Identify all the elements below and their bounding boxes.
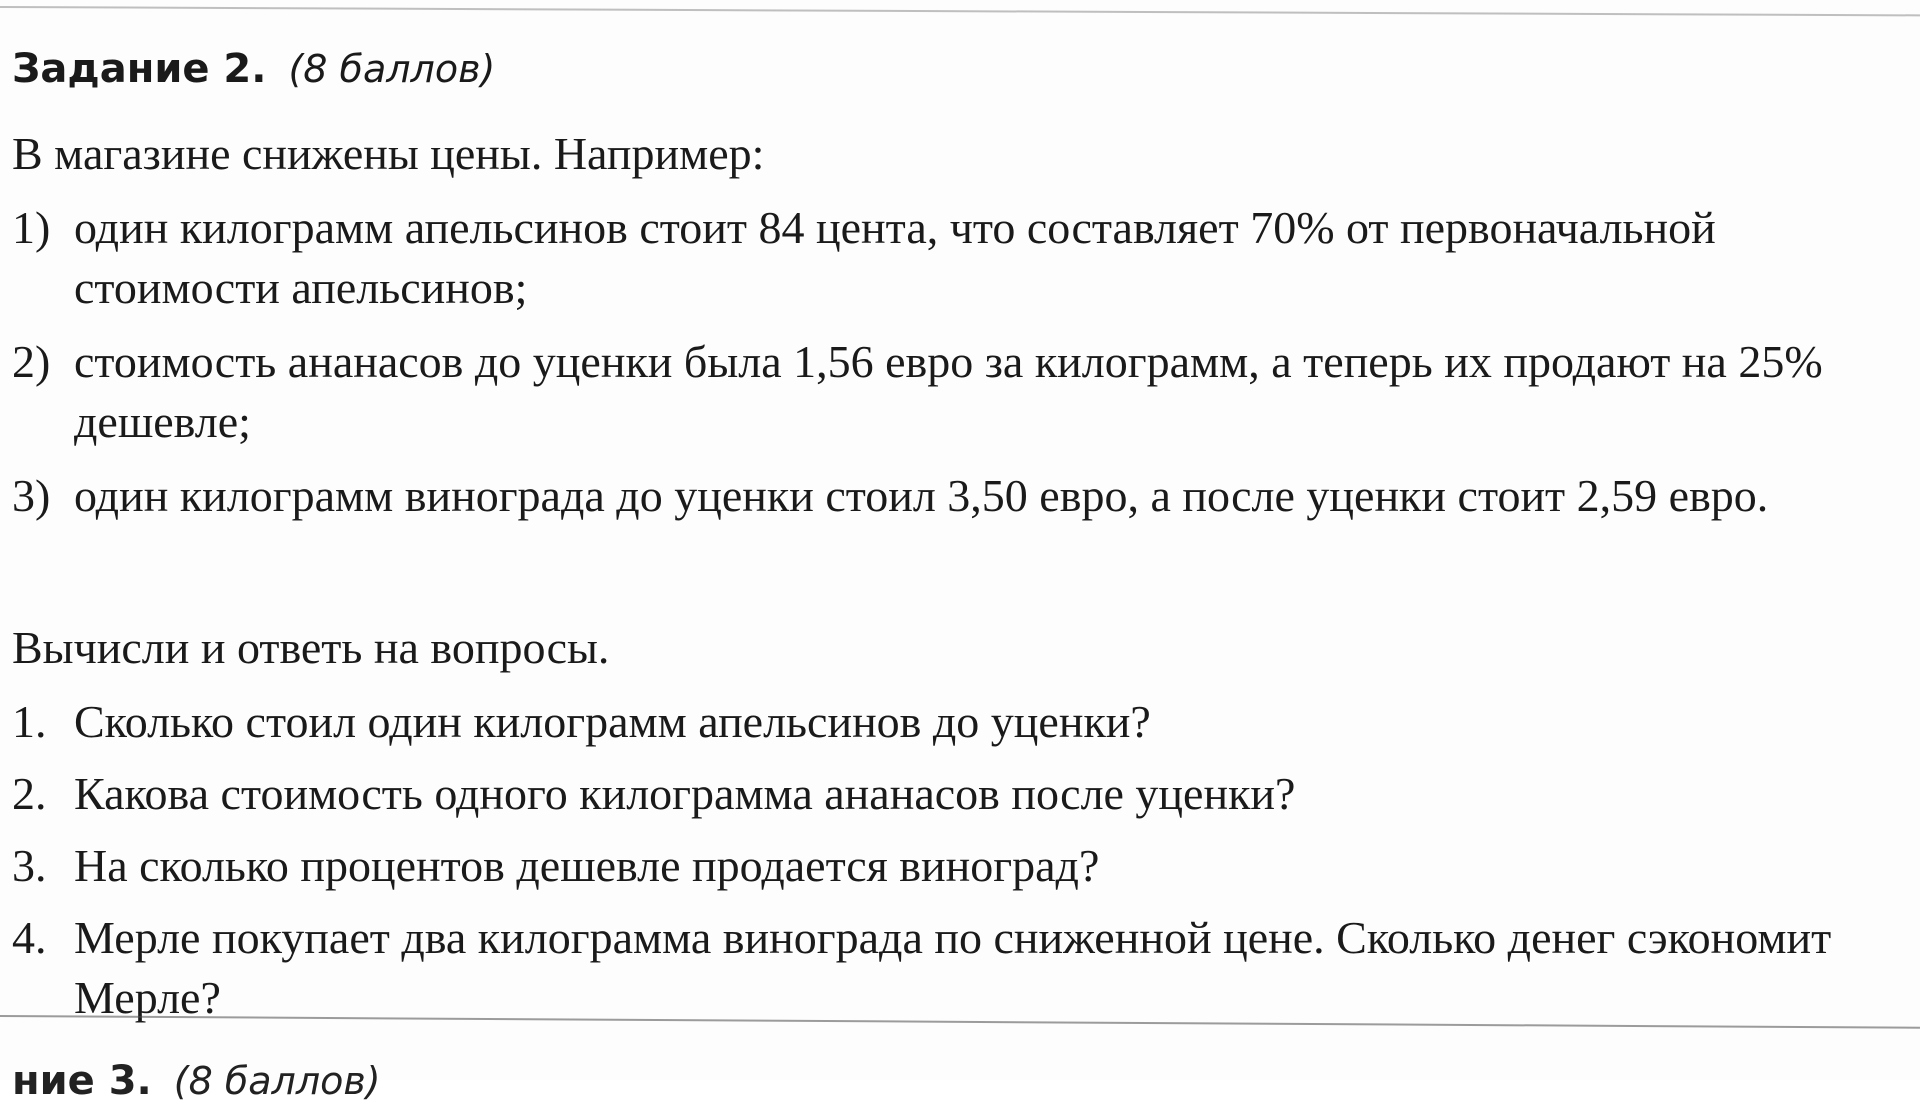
- example-number: 1): [12, 202, 51, 253]
- example-number: 3): [12, 470, 51, 521]
- question-text: Мерле покупает два килограмма винограда по сниженной цене. Сколько денег сэкономит Мерле?: [74, 912, 1832, 1023]
- next-task-number: ние 3.: [12, 1058, 152, 1104]
- examples-list: [12, 198, 1892, 540]
- question-item: [12, 908, 1892, 1028]
- next-task-points: (8 баллов): [173, 1059, 381, 1103]
- task-heading: [12, 46, 495, 92]
- question-text: Какова стоимость одного килограмма ананасов после уценки?: [74, 768, 1296, 819]
- intro-text: В магазине снижены цены. Например:: [12, 128, 765, 179]
- example-text: стоимость ананасов до уценки была 1,56 евро за килограмм, а теперь их продают на 25% дешевле;: [74, 336, 1823, 447]
- instruction-text: Вычисли и ответь на вопросы.: [12, 622, 610, 673]
- next-task-heading: [12, 1058, 381, 1104]
- question-text: На сколько процентов дешевле продается виноград?: [74, 840, 1100, 891]
- example-item: [12, 198, 1892, 318]
- question-item: [12, 836, 1892, 896]
- question-text: Сколько стоил один килограмм апельсинов до уценки?: [74, 696, 1151, 747]
- question-item: [12, 764, 1892, 824]
- question-number: 1.: [12, 696, 47, 747]
- example-text: один килограмм винограда до уценки стоил 3,50 евро, а после уценки стоит 2,59 евро.: [74, 470, 1769, 521]
- question-number: 2.: [12, 768, 47, 819]
- question-number: 4.: [12, 912, 47, 963]
- example-item: [12, 466, 1892, 526]
- example-item: [12, 332, 1892, 452]
- task-points: (8 баллов): [288, 47, 496, 91]
- top-edge-line: [0, 6, 1920, 16]
- task-number: Задание 2.: [12, 46, 267, 92]
- question-number: 3.: [12, 840, 47, 891]
- question-item: [12, 692, 1892, 752]
- questions-list: [12, 692, 1892, 1040]
- example-text: один килограмм апельсинов стоит 84 цента, что составляет 70% от первоначальной стоимости апельсинов;: [74, 202, 1716, 313]
- example-number: 2): [12, 336, 51, 387]
